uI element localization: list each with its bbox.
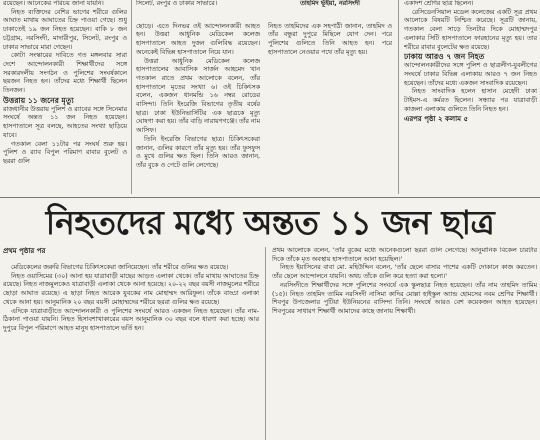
byline: প্রথম পৃষ্ঠার পর [3,247,46,255]
subheading: উত্তরায় ১১ জনের মৃত্যু [3,95,74,105]
story-column-1 [3,247,259,440]
paragraph: এদিকে যাত্রাবাড়ীতে আন্দোলনকারী ও পুলিশের সংঘর্ষে আরও একজন নিহত হয়েছেন। তাঁর নাম-ঠিকানা পাওয়া যায়নি। নিহত হিসাবশাখাকারের বয়স আনুমানিক ৩০ বছর বলে ধারণা করা হচ্ছে। আর দুপুরে বিপুল পরিমাণে আহত মানুষ হাসপাতালে ভর্তি হন। [3,307,259,332]
paragraph: নিহত তাহমিদের এক সহপাঠী জানান, তাহমিদ ও তাঁর বন্ধুরা দুপুরে মিছিলে যোগ দেন। পরে পুলিশের গুলিতে তিনি আহত হন। পরে হাসপাতালে নেওয়ার পথে তাঁর মৃত্যু হয়। [268,22,392,56]
column-divider [398,0,399,194]
paragraph: গতকাল বেলা ১১টার পর সংঘর্ষ শুরু হয়। পুলিশ ও র‍্যাব বিপুল পরিমাণ রাবার বুলেট ও ছররা গুলি [3,140,127,165]
author-credit: তাহমিদ ভূঁইয়া, নরসিংদী [300,0,360,7]
story-column-2 [272,247,537,440]
paragraph: রেসিডেনসিয়াল মডেল কলেজের একটি সূত্র প্রথম আলোকে বিষয়টি নিশ্চিত করেছে। সূত্রটি জানায়, গতকাল বেলা সাড়ে তিনটার দিকে মোহাম্মদপুর এলাকার সিটি হাসপাতালে ফারহানের মৃত্যু হয়। তার শরীরে রাবার বুলেটের ক্ষত রয়েছে। [404,8,537,51]
top-column-2 [136,0,260,194]
paragraph: নিহত ব্যক্তিদের বেশির ভাগের শরীরে গুলির আঘাত মাথায় আঘাতের চিহ্ন পাওয়া গেছে। শুধু ঢাকাতেই ১৯ জন নিহত হয়েছেন। বাকি ৮ জন চট্টগ্রাম, নরসিংদী, মাদারীপুর, সিলেট, রংপুর ও ঢাকার সাভারে মারা গেছেন। [3,8,127,51]
paragraph: আন্দোলনকারীদের সঙ্গে পুলিশ ও ছাত্রলীগ-যুবলীগের সংঘর্ষে ঢাকার বিভিন্ন এলাকায় আরও ৭ জন নিহত হয়েছেন। তাঁদের মধ্যে একজন সাংবাদিক রয়েছেন। [404,62,537,87]
paragraph: তিনি ইংরেজি বিভাগের ছাত্র। চিকিৎসকেরা জানান, গুলির কারণে তাঁর মৃত্যু হয়। তাঁর ফুসফুস ও মুখে গুলির ক্ষত ছিল। তিনি আরও জানান, তাঁর বুকে ও পেটে গুলি লেগেছে। [136,135,260,169]
paragraph: মেডিকেলের জরুরি বিভাগের চিকিৎসকেরা জানিয়েছেন। তাঁর শরীরে গুলির ক্ষত রয়েছে। [11,264,229,271]
section-divider [0,197,540,198]
top-column-4 [404,0,537,194]
top-column-3 [268,0,392,194]
continued-reference: এরপর পৃষ্ঠা ২ কলাম ৫ [404,115,468,124]
subheading: ঢাকায় আরও ৭ জন নিহত [404,52,485,62]
paragraph: নিহত ওয়াসিমের (৩০) আনা হয় যাত্রাবাড়ী মাছের আড়ত এলাকা থেকে। তাঁর মাথায় আঘাতের চিহ্ন রয়েছে। নিহত নাজমুলকেও যাত্রাবাড়ী এলাকা থেকে আনা হয়েছে। ২০-২২ বছর বয়সী নাজমুলের শরীরে ছোড়া আঘাত রয়েছে। এ ছাড়া নিহত আরেক যুবকের নাম মোহাম্মদ আরিফুল। তাঁকে বাড্ডা এলাকা থেকে আনা হয়। আনুমানিক ২০ বছর বয়সী মোহাম্মদের শরীরে ছররা গুলির ক্ষত রয়েছে। [3,272,259,306]
column-divider [131,0,132,194]
paragraph: প্রথম আলোকে বলেন, 'তাঁর বুকের মধ্যে আনেকগুলো ছররা গুলি লেগেছে। আনুমানিক বিকেল চারটার দিকে তাঁকে মৃত অবস্থায় হাসপাতালে আনা হয়েছিল।' [272,247,537,263]
paragraph: ছোড়ে। এতে দিনভর ওই আন্দোলনকারী আহত হন। উত্তরা আধুনিক মেডিকেল কলেজ হাসপাতালে আহত দুজন গুলিবিদ্ধ রয়েছেন। অনেকেই বিভিন্ন হাসপাতালে নিয়ে যান। [136,22,260,56]
paragraph: উত্তরা আধুনিক মেডিকেল কলেজ হাসপাতালের আবাসিক সার্জন আহমেদ খান গতকাল রাতে প্রথম আলোকে বলেন, তাঁর হাসপাতালে মৃতের সংখ্যা ৬। ওই চিকিৎসক বলেন, একজন ধানমন্ডি ১৬ নম্বর রোডের বাসিন্দা। তিনি ইংরেজি বিভাগের তৃতীয় বর্ষের ছাত্র। ঢাকা ইউনিভার্সিটির এক ছাত্রকে মৃত্যু ঘোষণা করা হয়। তাঁর বাড়ি নারায়ণগঞ্জে। তাঁর নাম আসিফ। [136,57,260,135]
top-column-1 [3,0,127,194]
paragraph: নিহত ইয়াসিনের বাবা মো. মহিউদ্দিন বলেন, 'তাঁর ছেলে বাসার পাশের একটি দোকানে কাজ করতেন। তাঁর ছেলে আন্দোলনে যায়নি। অথচ তাঁকে গুলি করে হত্যা করা হলো।' [272,264,537,281]
headline: নিহতদের মধ্যে অন্তত ১১ জন ছাত্র [45,203,495,242]
paragraph: নিহত সাংবাদিক হলেন হাসান মেহেদী ঢাকা টাইমস-এ কর্মরত ছিলেন। সন্ধ্যার পর যাত্রাবাড়ী কাজলা এলাকায় গুলিতে তিনি নিহত হন। [404,88,537,113]
paragraph: সিলেট, রংপুর ও ঢাকার সাভারে। [136,0,218,7]
paragraph: রাজধানীর উত্তরায় পুলিশ ও র‍্যাবের সঙ্গে সিনেমার সংঘর্ষে অন্তত ১১ জন নিহত হয়েছেন। হাসপাতালে সূত্র বলছে, আহতের সংখ্যা ছাড়িয়ে যাবে। [3,105,127,139]
paragraph: একাদশ শ্রেণির ছাত্র ছিলেন। [404,0,474,7]
paragraph: রয়েছেন। আনেকের পরিচয় জানা যায়নি। [3,0,104,7]
paragraph: কোটা সংস্কারের দাবিতে গত মঙ্গলবার সারা দেশে আন্দোলনকারী শিক্ষার্থীদের সঙ্গে সরকারদলীয় সংগঠন ও পুলিশের সংঘর্ষকালে ছয়জন নিহত হন। তাঁদের মধ্যে শিক্ষার্থী ছিলেন তিনজন। [3,52,127,95]
paragraph: নরসিংদীতে শিক্ষার্থীদের সঙ্গে পুলিশের সংঘর্ষে এক স্কুলছাত্র নিহত হয়েছেন। তাঁর নাম তাহমিদ তামিম (১৫)। নিহত তাহমিদ তামিম নরসিংদী নাসিমা কাদির মোল্লা হাইস্কুল অ্যান্ড হোমসের নবম শ্রেণির শিক্ষার্থী। শিবপুর উপজেলার পুটিয়া ইউনিয়নের বাসিন্দা তিনি। সংঘর্ষে আরও বেশ কয়েকজন আহত হয়েছেন। শিবপুরের সাধারণ শিক্ষার্থী আমাদের কাছে জানায় শিক্ষার্থী। [272,281,537,315]
column-divider [265,247,266,440]
